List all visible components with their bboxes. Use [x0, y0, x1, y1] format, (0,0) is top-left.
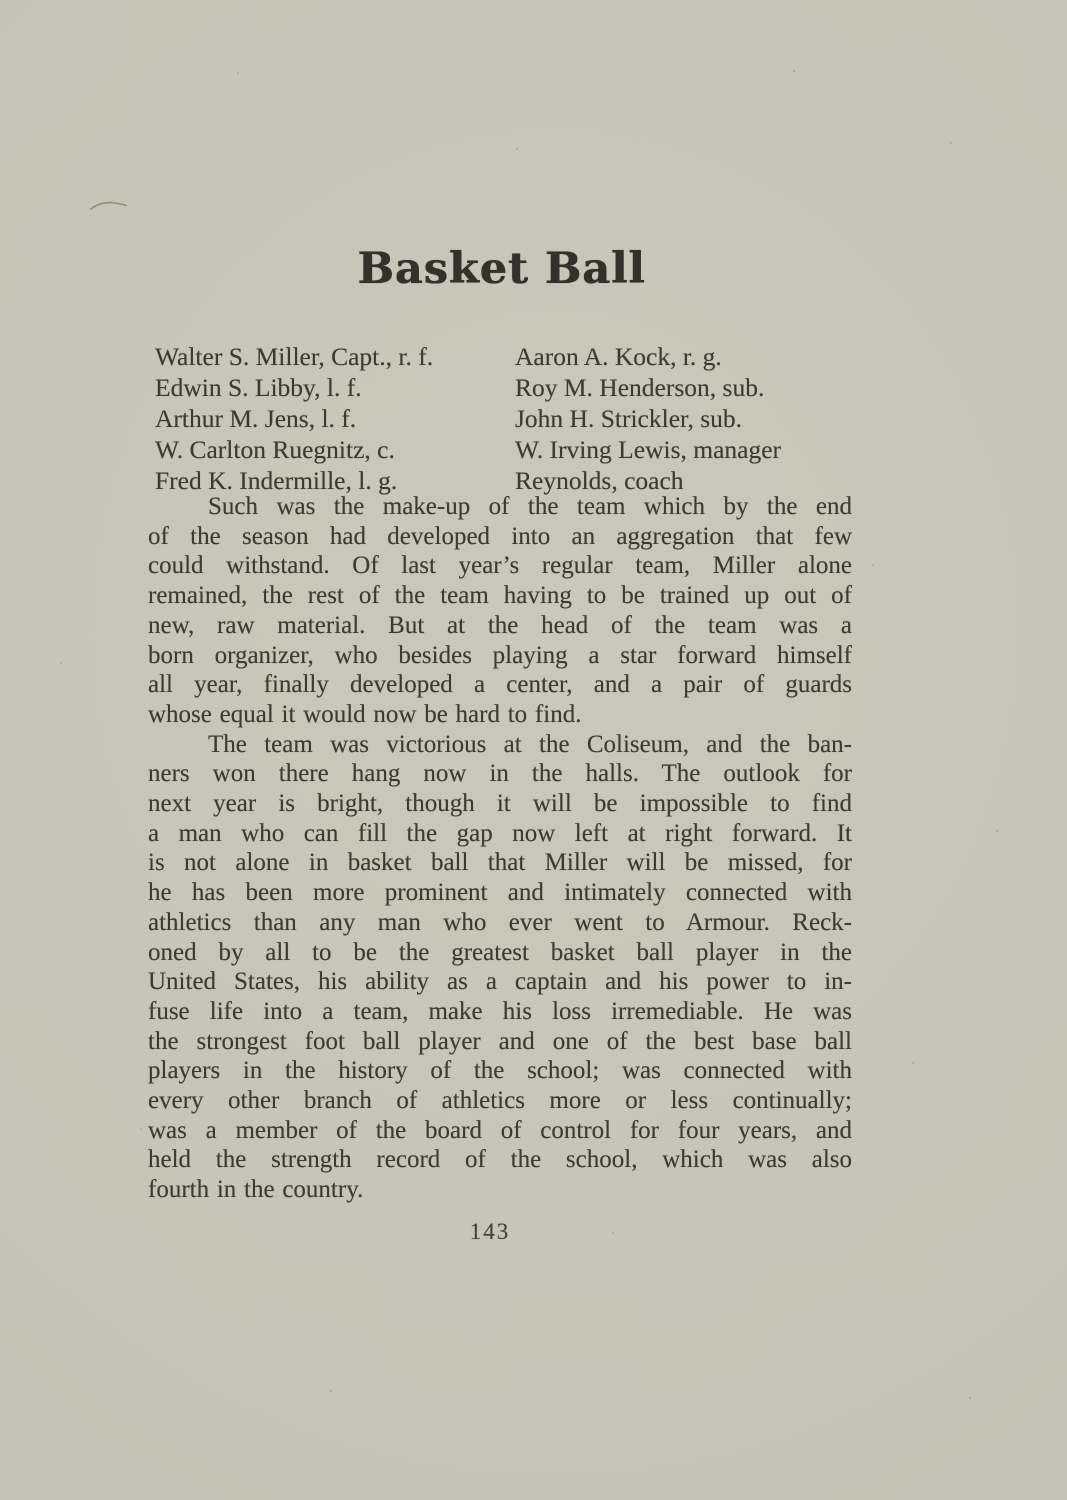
body-line: fuse life into a team, make his loss irremediable. He was	[148, 997, 852, 1025]
body-line: is not alone in basket ball that Miller will be missed, for	[148, 849, 852, 877]
roster-row	[155, 341, 861, 372]
body-line: The team was victorious at the Coliseum, and the ban-	[208, 730, 852, 758]
body-line: the strongest foot ball player and one of the best base ball	[148, 1027, 852, 1055]
body-line: Such was the make-up of the team which by the end	[208, 493, 852, 520]
roster-row	[155, 372, 861, 403]
body-line: players in the history of the school; was connected with	[148, 1057, 852, 1085]
body-line: fourth in the country.	[148, 1176, 364, 1204]
body-line: he has been more prominent and intimately connected with	[148, 879, 852, 907]
roster-player: John H. Strickler, sub.	[515, 404, 743, 433]
body-line: athletics than any man who ever went to Armour. Reck-	[148, 908, 852, 936]
body-line: was a member of the board of control for four years, and	[148, 1116, 852, 1144]
roster-player: W. Carlton Ruegnitz, c.	[155, 435, 395, 464]
paper-specks	[0, 0, 2, 2]
roster-row	[155, 434, 861, 465]
roster-player: Fred K. Indermille, l. g.	[155, 466, 398, 495]
roster-player: Roy M. Henderson, sub.	[515, 373, 765, 402]
body-line: next year is bright, though it will be impossible to find	[148, 790, 852, 818]
body-line: whose equal it would now be hard to find.	[148, 700, 582, 728]
body-line: ners won there hang now in the halls. The outlook for	[148, 760, 852, 788]
body-line: born organizer, who besides playing a star forward himself	[148, 641, 852, 669]
body-line: new, raw material. But at the head of the team was a	[148, 611, 852, 639]
paragraph	[148, 730, 852, 1205]
body-text	[148, 492, 852, 1205]
roster-player: Aaron A. Kock, r. g.	[515, 342, 722, 371]
page-title: Basket Ball	[357, 244, 646, 294]
body-line: of the season had developed into an aggregation that few	[148, 522, 852, 550]
body-line: United States, his ability as a captain and his power to in-	[148, 968, 852, 996]
body-line: held the strength record of the school, which was also	[148, 1146, 852, 1174]
roster-player: W. Irving Lewis, manager	[515, 435, 782, 464]
roster-row	[155, 403, 861, 434]
paragraph	[148, 492, 852, 730]
body-line: remained, the rest of the team having to be trained up out of	[148, 582, 852, 610]
pencil-mark	[90, 198, 128, 214]
roster-player: Reynolds, coach	[515, 466, 684, 495]
roster-player: Edwin S. Libby, l. f.	[155, 373, 362, 402]
roster-player: Walter S. Miller, Capt., r. f.	[155, 342, 434, 371]
body-line: every other branch of athletics more or less continually;	[148, 1087, 852, 1115]
body-line: could withstand. Of last year’s regular team, Miller alone	[148, 552, 852, 580]
page-number: 143	[469, 1219, 511, 1244]
team-roster	[155, 341, 861, 496]
roster-player: Arthur M. Jens, l. f.	[155, 404, 357, 433]
body-line: all year, finally developed a center, and a pair of guards	[148, 671, 852, 699]
body-line: a man who can fill the gap now left at right forward. It	[148, 819, 852, 847]
body-line: oned by all to be the greatest basket ball player in the	[148, 938, 852, 966]
